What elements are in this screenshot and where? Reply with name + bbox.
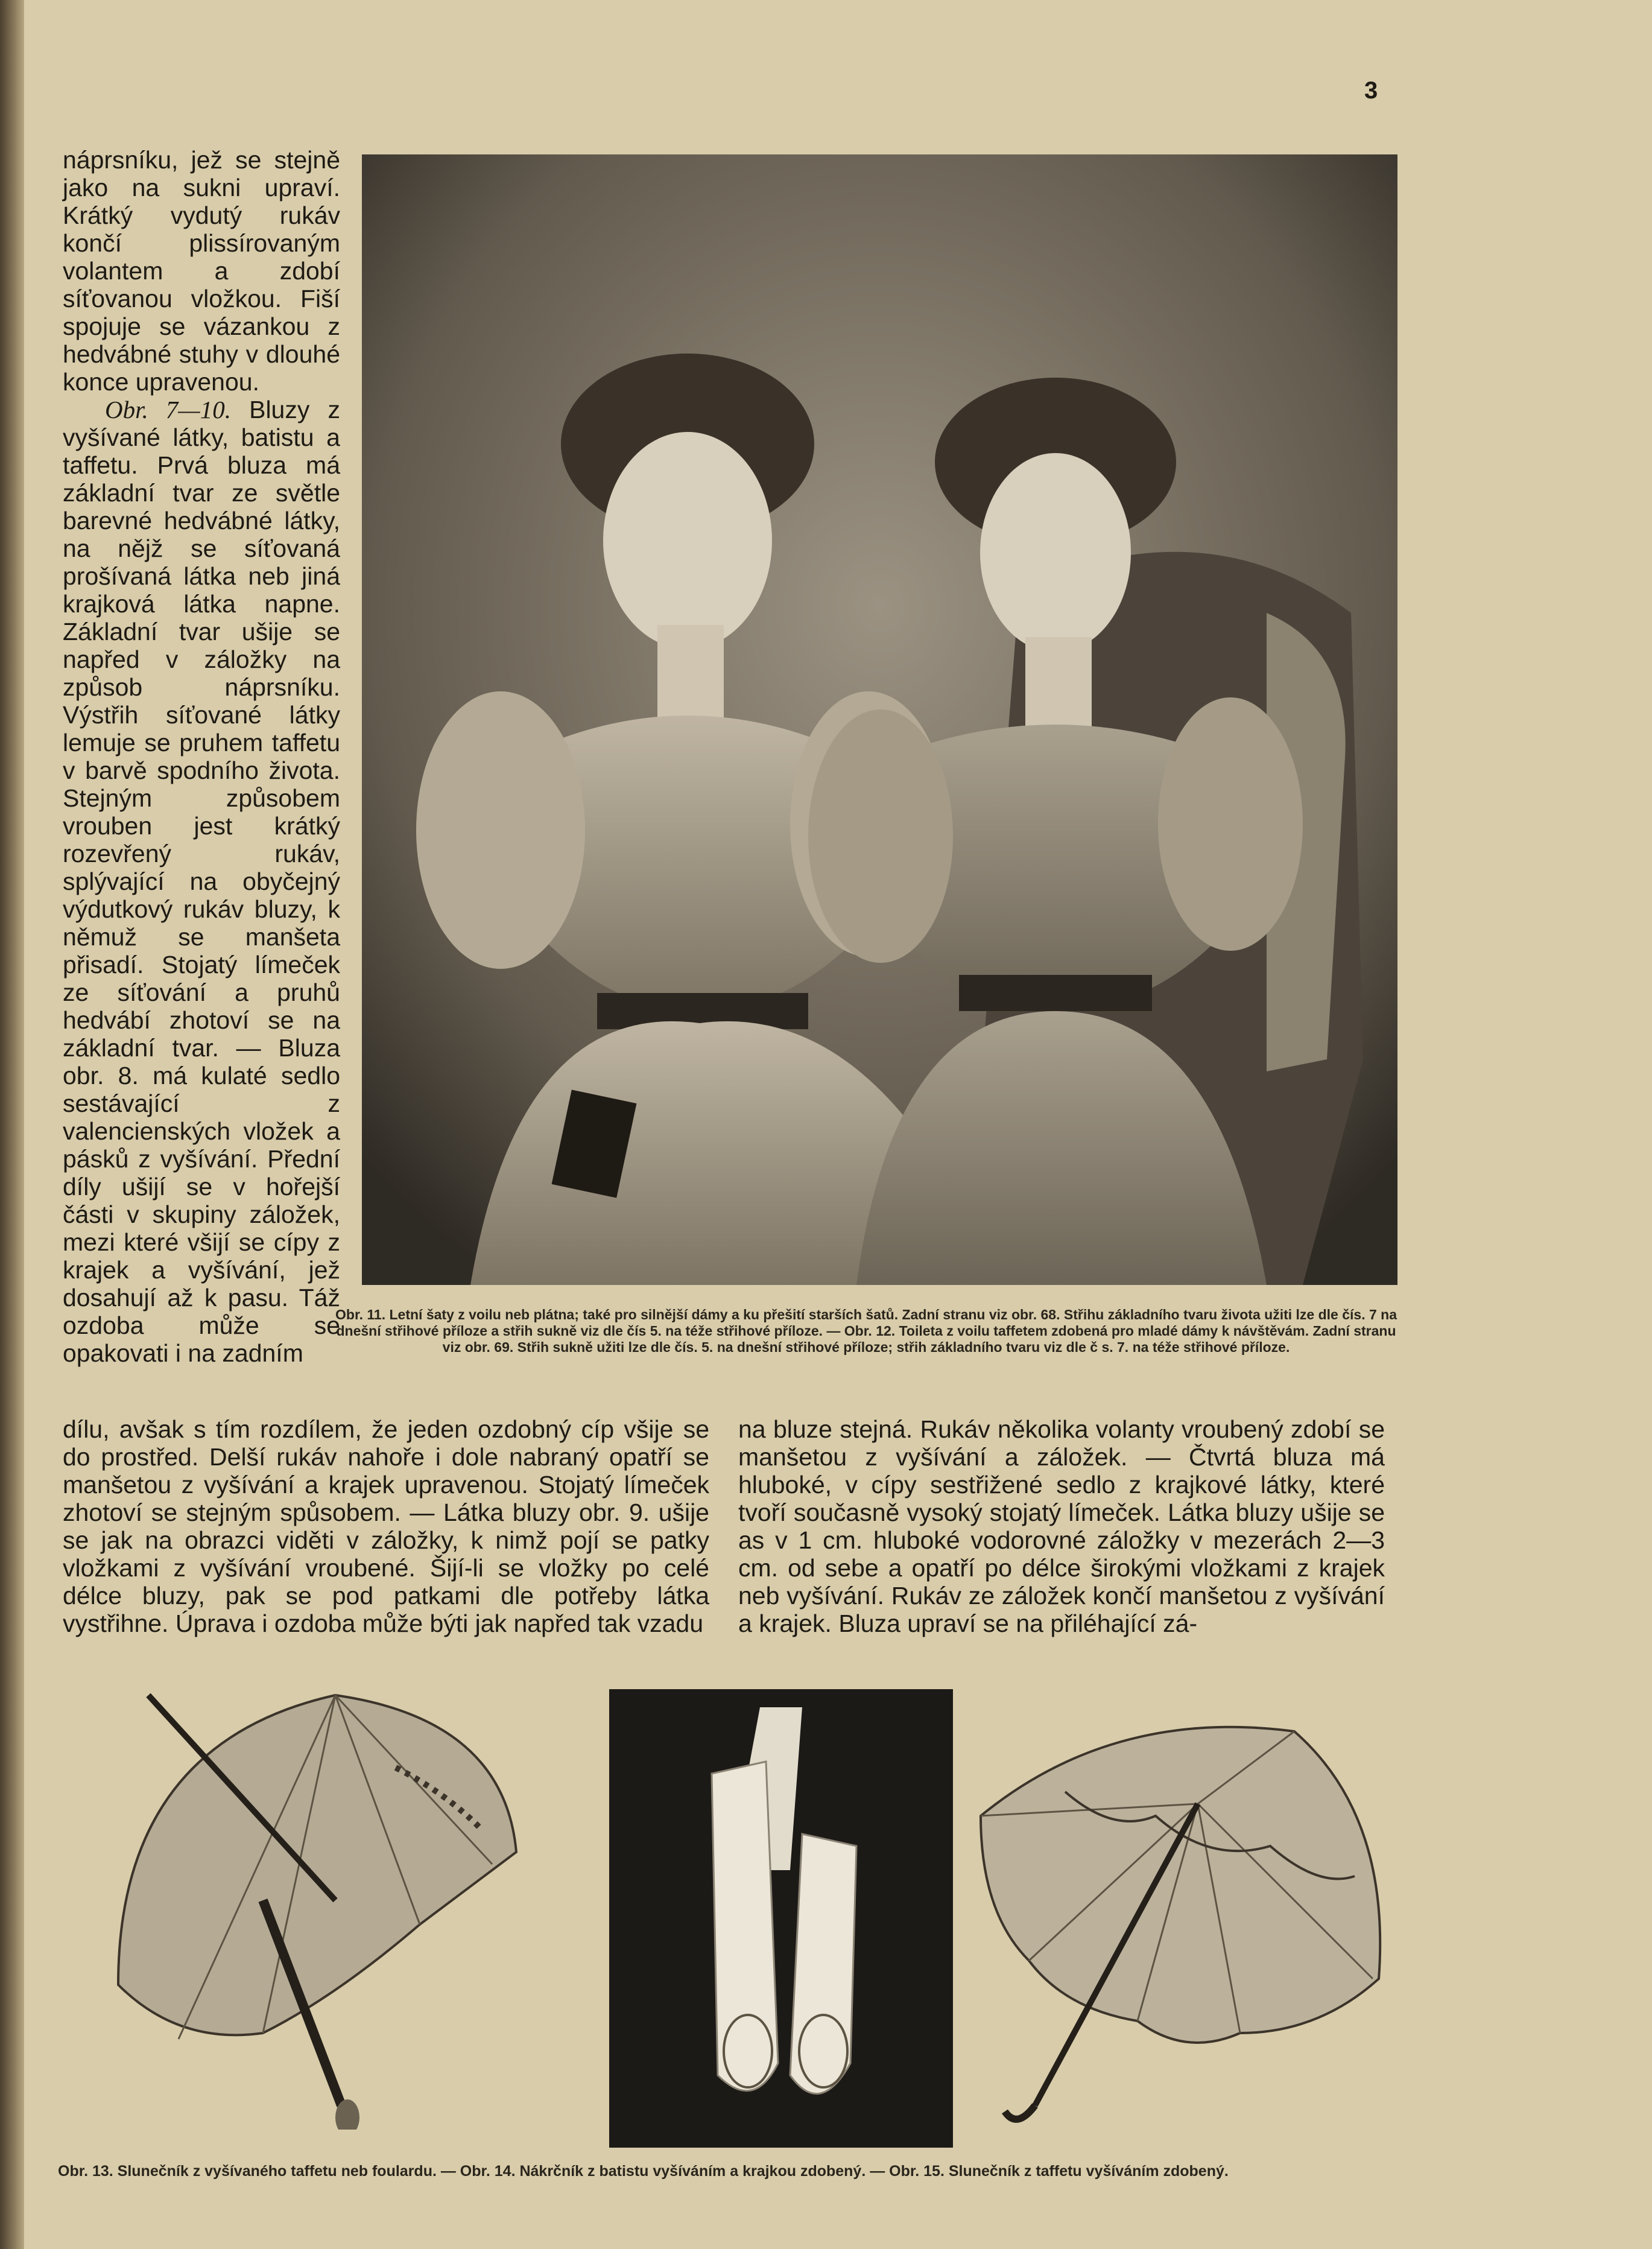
parasol-taffeta-illustration xyxy=(957,1695,1399,2130)
paragraph-intro: náprsníku, jež se stejně jako na sukni upraví. Krátký vydutý rukáv končí plissírovaným volantem a zdobí síťovanou vložkou. Fiší spojuje se vázankou z hedvábné stuhy v dlouhé konce upravenou. xyxy=(63,146,340,396)
caption-figure-13-15: Obr. 13. Slunečník z vyšívaného taffetu neb foulardu. — Obr. 14. Nákrčník z batistu vyšíváním a krajkou zdobený. — Obr. 15. Slunečník z taffetu vyšíváním zdobený. xyxy=(58,2163,1229,2180)
parasol-embroidered-illustration xyxy=(82,1671,528,2130)
neckpiece-drawing xyxy=(609,1689,953,2148)
caption-figure-11-12: Obr. 11. Letní šaty z voilu neb plátna; také pro silnější dámy a ku přešití starších šatů. Zadní stranu viz obr. 68. Střihu základního tvaru života užiti lze dle čís. 7 na dnešní střihové příloze a střih sukně viz dle čís 5. na téže střihové příloze. — Obr. 12. Toileta z voilu taffetem zdobená pro mladé dámy k návštěvám. Zadní stranu viz obr. 69. Střih sukně užiti lze dle čís. 5. na dnešní střihové příloze; střih základního tvaru viz dle č s. 7. na téže střihové příloze. xyxy=(335,1307,1397,1355)
paragraph-blouses-body: Bluzy z vyšívané látky, batistu a taffetu. Prvá bluza má základní tvar ze světle barevné hedvábné látky, na nějž se síťovaná prošívaná látka neb jiná krajková látka napne. Základní tvar ušije se napřed v záložky na způsob náprsníku. Výstřih síťované látky lemuje se pruhem taffetu v barvě spodního života. Stejným způsobem vrouben jest krátký rozevřený rukáv, splývající na obyčejný výdutkový rukáv bluzy, k němuž se manšeta přisadí. Stojatý límeček ze síťování a pruhů hedvábí zhotoví se na základní tvar. — Bluza obr. 8. má kulaté sedlo sestávající z valencienských vložek a pásků z vyšívání. Přední díly ušijí se v hořejší části v skupiny záložek, mezi které všijí se cípy z krajek a vyšívání, jež dosahují až k pasu. Táž ozdoba může se opakovati i na zadním xyxy=(63,396,340,1367)
left-column-bottom: dílu, avšak s tím rozdílem, že jeden ozdobný cíp všije se do prostřed. Delší rukáv nahoře i dole nabraný opatří se manšetou z vyšívání a krajek upravenou. Stojatý límeček zhotoví se stejným spůsobem. — Látka bluzy obr. 9. ušije se jak na obrazci viděti v záložky, k nimž pojí se patky vložkami z vyšívání vroubené. Šijí-li se vložky po celé délce bluzy, pak se pod patkami dle potřeby látka vystřihne. Úprava i ozdoba může býti jak napřed tak vzadu xyxy=(63,1415,709,1637)
right-column-bottom: na bluze stejná. Rukáv několika volanty vroubený zdobí se manšetou z vyšívání a záložek. — Čtvrtá bluza má hluboké, v cípy sestřižené sedlo z krajkové látky, které tvoří současně vysoký stojatý límeček. Látka bluzy ušije se as v 1 cm. hluboké vodorovné záložky v mezerách 2—3 cm. od sebe a opatří po délce širokými vložkami z krajek neb vyšívání. Rukáv ze záložek končí manšetou z vyšívání a krajek. Bluza upraví se na přiléhající zá- xyxy=(738,1415,1385,1637)
fashion-photo-two-women xyxy=(362,154,1397,1285)
parasol-right-drawing xyxy=(957,1695,1399,2130)
book-binding-edge xyxy=(0,0,24,2249)
page-number: 3 xyxy=(1364,77,1378,104)
paragraph-blouses xyxy=(63,396,340,1367)
parasol-left-drawing xyxy=(82,1671,528,2130)
figure-reference: Obr. 7—10. xyxy=(105,396,231,423)
left-column-top xyxy=(63,146,340,1367)
neckpiece-illustration xyxy=(609,1689,953,2148)
fashion-photo-illustration xyxy=(362,154,1397,1285)
